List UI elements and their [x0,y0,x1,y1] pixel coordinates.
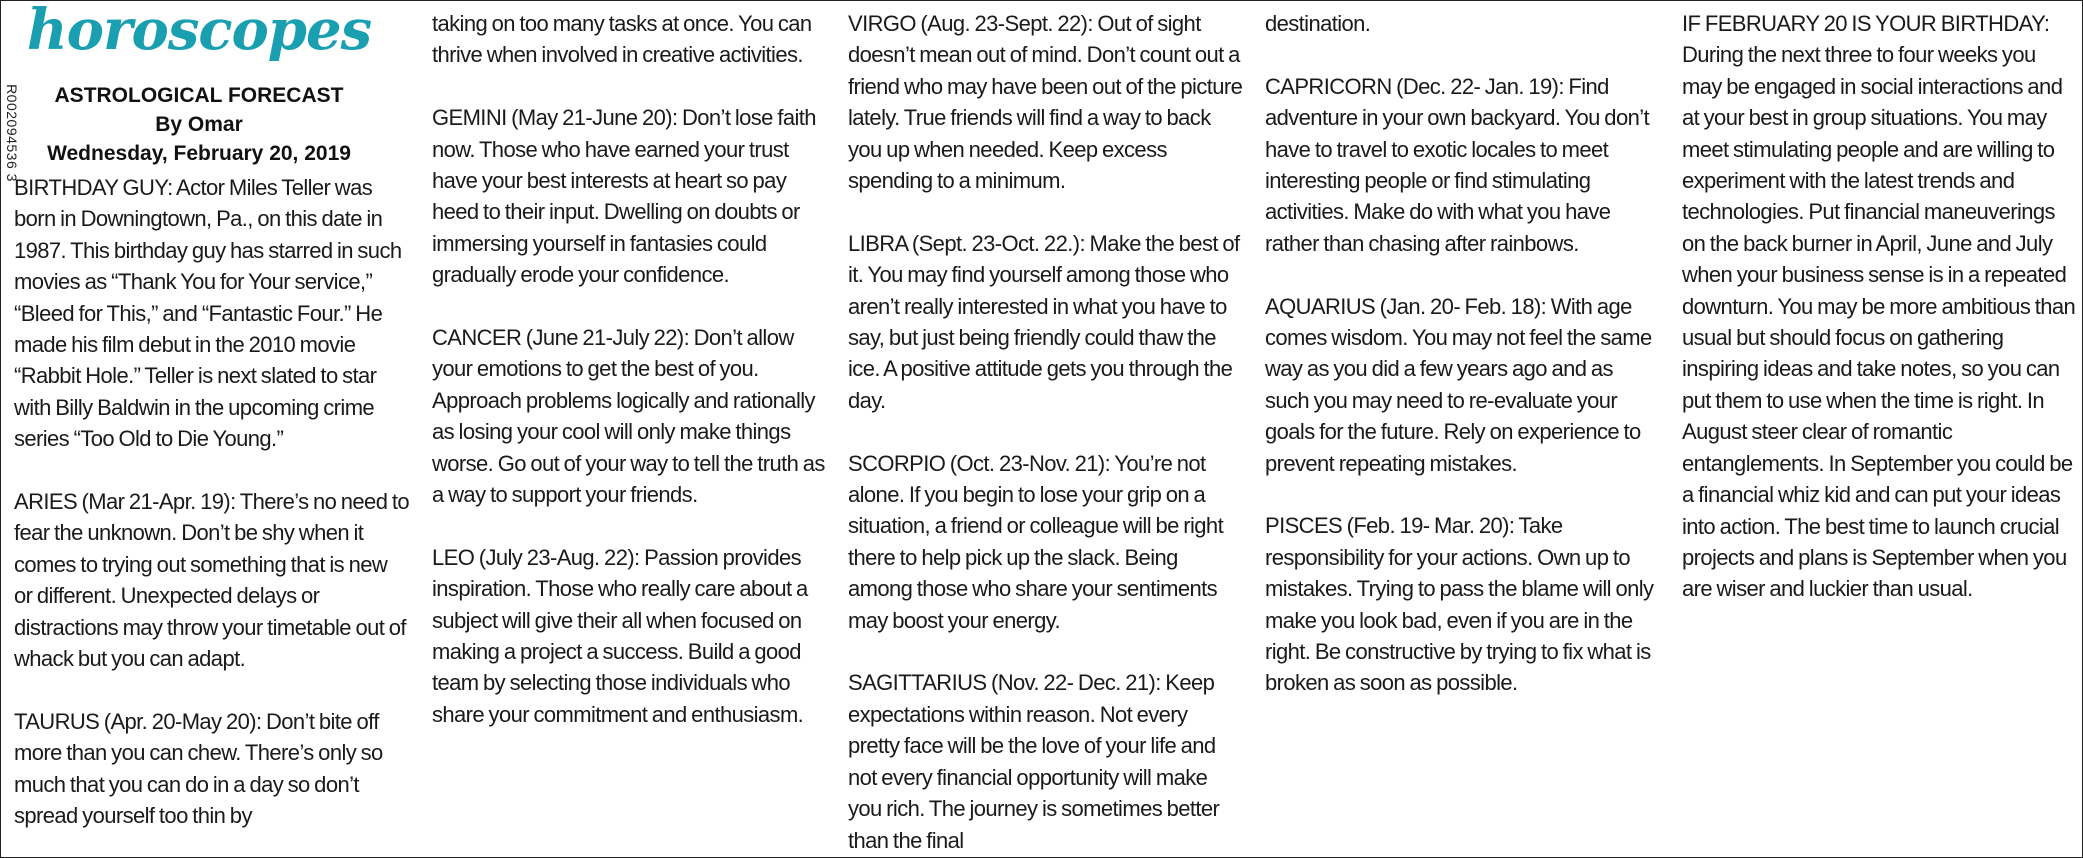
pisces-paragraph: PISCES (Feb. 19- Mar. 20): Take responsibility for your actions. Own up to mistakes. Trying to pass the blame will only make you look bad, even if you are in the right. Be constructive by trying to fix what is broken as soon as possible. [1265,513,1654,696]
column-2 [432,8,827,730]
birthday-forecast-paragraph: IF FEBRUARY 20 IS YOUR BIRTHDAY: During the next three to four weeks you may be engaged in social interactions and at your best in group situations. You may meet stimulating people and are willing to experiment with the latest trends and technologies. Put financial maneuverings on the back burner in April, June and July when your business sense is in a repeated downturn. You may be more ambitious than usual but should focus on gathering inspiring ideas and take notes, so you can put them to use when the time is right. In August steer clear of romantic entanglements. In September you could be a financial whiz kid and can put your ideas into action. The best time to launch crucial projects and plans is September when you are wiser and luckier than usual. [1682,11,2076,602]
section-title: ASTROLOGICAL FORECAST [54,84,344,107]
taurus-paragraph: TAURUS (Apr. 20-May 20): Don’t bite off more than you can chew. There’s only so much that you can do in a day so don’t spread yourself too thin by [14,708,383,829]
aries-paragraph: ARIES (Mar 21-Apr. 19): There’s no need to fear the unknown. Don’t be shy when it comes to trying out something that is new or different. Unexpected delays or distractions may throw your timetable out of whack but you can adapt. [14,489,409,672]
column-5 [1682,8,2077,605]
column-4 [1265,8,1660,699]
byline: By Omar [155,113,243,136]
column-1-body [14,172,409,832]
leo-paragraph: LEO (July 23-Aug. 22): Passion provides inspiration. Those who really care about a subject will give their all when focused on making a project a success. Build a good team by selecting those individuals who share your commitment and enthusiasm. [432,544,808,727]
side-code-text: R002094536 3 [4,84,20,182]
libra-paragraph: LIBRA (Sept. 23-Oct. 22.): Make the best of it. You may find yourself among those who aren’t really interested in what you have to say, but just being friendly could thaw the ice. A positive attitude gets you through the day. [848,230,1240,413]
scorpio-paragraph: SCORPIO (Oct. 23-Nov. 21): You’re not alone. If you begin to lose your grip on a situation, a friend or colleague will be right there to help pick up the slack. Being among those who share your sentiments may boost your energy. [848,450,1224,633]
sagittarius-paragraph: SAGITTARIUS (Nov. 22- Dec. 21): Keep expectations within reason. Not every pretty face will be the love of your life and not every financial opportunity will make you rich. The journey is sometimes better than the final [848,670,1220,853]
column-1 [14,0,409,832]
sagittarius-continued-paragraph: destination. [1265,11,1371,36]
masthead [14,0,384,168]
publication-date: Wednesday, February 20, 2019 [47,142,351,165]
cancer-paragraph: CANCER (June 21-July 22): Don’t allow your emotions to get the best of you. Approach problems logically and rationally as losing your cool will only make things worse. Go out of your way to tell the truth as a way to support your friends. [432,325,825,508]
capricorn-paragraph: CAPRICORN (Dec. 22- Jan. 19): Find adventure in your own backyard. You don’t have to travel to exotic locales to meet interesting people or find stimulating activities. Make do with what you have rather than chasing after rainbows. [1265,73,1650,256]
gemini-paragraph: GEMINI (May 21-June 20): Don’t lose faith now. Those who have earned your trust have your best interests at heart so pay heed to their input. Dwelling on doubts or immersing yourself in fantasies could gradually erode your confidence. [432,105,816,288]
horoscopes-logo: horoscopes [26,0,372,63]
birthday-guy-paragraph: BIRTHDAY GUY: Actor Miles Teller was born in Downingtown, Pa., on this date in 1987. This birthday guy has starred in such movies as “Thank You for Your service,” “Bleed for This,” and “Fantastic Four.” He made his film debut in the 2010 movie “Rabbit Hole.” Teller is next slated to star with Billy Baldwin in the upcoming crime series “Too Old to Die Young.” [14,175,402,452]
column-3 [848,8,1243,856]
taurus-continued-paragraph: taking on too many tasks at once. You can thrive when involved in creative activities. [432,11,812,68]
aquarius-paragraph: AQUARIUS (Jan. 20- Feb. 18): With age comes wisdom. You may not feel the same way as you did a few years ago and as such you may need to re-evaluate your goals for the future. Rely on experience to prevent repeating mistakes. [1265,293,1652,476]
virgo-paragraph: VIRGO (Aug. 23-Sept. 22): Out of sight doesn’t mean out of mind. Don’t count out a friend who may have been out of the picture lately. True friends will find a way to back you up when needed. Keep excess spending to a minimum. [848,11,1243,194]
